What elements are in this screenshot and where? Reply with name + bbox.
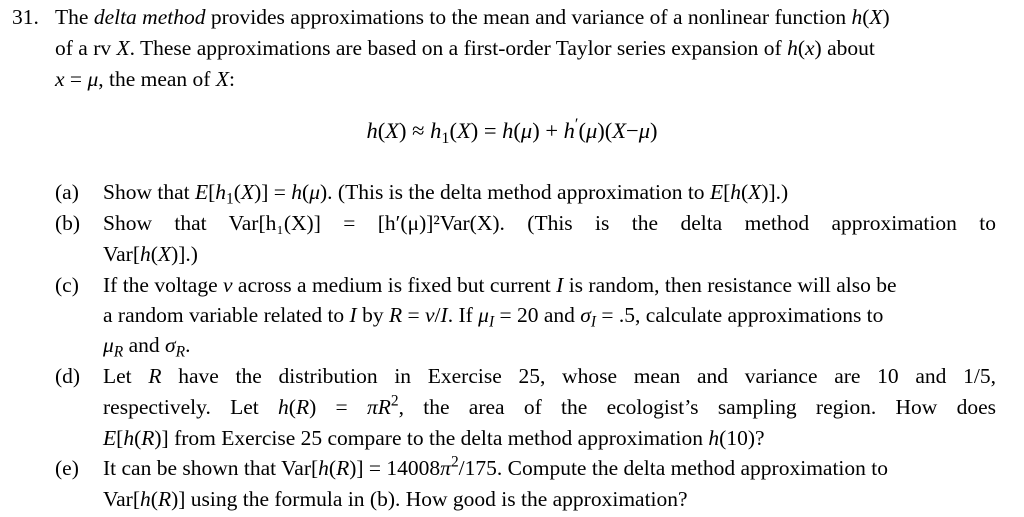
intro-line-1 bbox=[55, 2, 890, 33]
math-symbol: h bbox=[563, 118, 575, 143]
math-symbol: h bbox=[787, 36, 798, 60]
math-symbol: ( bbox=[233, 180, 241, 204]
math-symbol: v bbox=[223, 273, 233, 297]
part-text: Let bbox=[103, 364, 149, 388]
math-symbol: h bbox=[215, 180, 227, 204]
math-symbol: R bbox=[141, 426, 155, 450]
math-symbol: 2 bbox=[450, 453, 459, 471]
part-e-line-2 bbox=[103, 484, 688, 515]
part-text: and bbox=[123, 333, 166, 357]
math-symbol: [ bbox=[116, 426, 124, 450]
math-symbol: E bbox=[194, 180, 209, 204]
part-c-line-2 bbox=[103, 300, 883, 331]
math-symbol: R bbox=[295, 395, 310, 419]
math-symbol: σ bbox=[580, 303, 591, 327]
math-symbol: h bbox=[502, 118, 514, 143]
part-text: = .5, calculate approximations to bbox=[596, 303, 884, 327]
part-a-text bbox=[103, 177, 788, 208]
part-text: (10)? bbox=[719, 426, 765, 450]
math-symbol: μ bbox=[478, 303, 489, 327]
math-symbol: v bbox=[425, 303, 435, 327]
math-symbol: R bbox=[157, 487, 172, 511]
math-symbol: μ bbox=[585, 118, 598, 143]
math-symbol: ( bbox=[328, 456, 337, 480]
part-d-label: (d) bbox=[55, 364, 81, 388]
math-symbol: h bbox=[123, 426, 135, 450]
math-symbol: h bbox=[140, 487, 151, 511]
part-text: Var[ bbox=[103, 487, 141, 511]
math-symbol: R bbox=[388, 303, 403, 327]
math-symbol: μ bbox=[638, 118, 650, 143]
math-symbol: ) bbox=[882, 5, 890, 29]
math-symbol: [ bbox=[208, 180, 216, 204]
math-symbol: ) = bbox=[309, 395, 367, 419]
math-symbol: h bbox=[318, 456, 329, 480]
intro-line-2 bbox=[55, 33, 875, 64]
math-symbol: ( bbox=[134, 426, 142, 450]
part-text: )] = 14008 bbox=[349, 456, 441, 480]
math-symbol: X bbox=[869, 5, 883, 29]
math-symbol: X bbox=[612, 118, 626, 143]
math-symbol: X bbox=[456, 118, 471, 143]
math-symbol: E bbox=[709, 180, 724, 204]
math-symbol: X bbox=[240, 180, 255, 204]
part-text: respectively. Let bbox=[103, 395, 279, 419]
math-symbol: h bbox=[278, 395, 289, 419]
part-b-line-2 bbox=[103, 239, 198, 270]
math-symbol: − bbox=[626, 118, 639, 143]
part-text: )].) bbox=[761, 180, 789, 204]
math-symbol: ( bbox=[150, 487, 158, 511]
part-text: If the voltage bbox=[103, 273, 223, 297]
math-symbol: + bbox=[539, 118, 564, 143]
math-symbol: h bbox=[140, 242, 151, 266]
part-c-line-3 bbox=[103, 330, 190, 361]
part-text: a random variable related to bbox=[103, 303, 350, 327]
part-text: Var[ bbox=[103, 242, 141, 266]
intro-text: of a rv bbox=[55, 36, 117, 60]
math-symbol: ( bbox=[150, 242, 158, 266]
math-symbol: ( bbox=[741, 180, 749, 204]
part-b-label: (b) bbox=[55, 211, 81, 235]
part-text: )] from Exercise 25 compare to the delta method approximation bbox=[154, 426, 709, 450]
part-text: /175. Compute the delta method approximation to bbox=[458, 456, 888, 480]
part-text: ). (This is the delta method approximation to bbox=[320, 180, 710, 204]
math-symbol: μ bbox=[87, 67, 99, 91]
part-e-label: (e) bbox=[55, 456, 79, 480]
math-symbol: X bbox=[385, 118, 399, 143]
math-symbol: x bbox=[55, 67, 65, 91]
math-symbol: X bbox=[157, 242, 172, 266]
math-symbol: X bbox=[748, 180, 762, 204]
intro-text: . These approximations are based on a first-order Taylor series expansion of bbox=[129, 36, 788, 60]
math-symbol: σ bbox=[165, 333, 176, 357]
math-symbol: R bbox=[113, 343, 124, 361]
math-symbol: h bbox=[291, 180, 303, 204]
math-symbol: h bbox=[851, 5, 863, 29]
part-a-label: (a) bbox=[55, 180, 79, 204]
math-symbol: X bbox=[215, 67, 229, 91]
problem-number: 31. bbox=[12, 5, 39, 29]
intro-text: provides approximations to the mean and variance of a nonlinear function bbox=[205, 5, 852, 29]
math-symbol: h bbox=[430, 118, 442, 143]
intro-text: : bbox=[229, 67, 235, 91]
math-symbol: / bbox=[434, 303, 441, 327]
part-text: , the area of the ecologist’s sampling region. How does bbox=[398, 395, 996, 419]
part-b-line-1: Show that Var[h₁(X)] = [h′(μ)]²Var(X). (This is the delta method approximation to bbox=[103, 211, 996, 235]
part-d-line-3 bbox=[103, 423, 765, 454]
part-c-label: (c) bbox=[55, 273, 79, 297]
part-text: . If bbox=[447, 303, 479, 327]
math-symbol: = bbox=[402, 303, 425, 327]
math-symbol: )] = bbox=[254, 180, 292, 204]
part-text: across a medium is fixed but current bbox=[232, 273, 557, 297]
math-symbol: 1 bbox=[441, 128, 450, 147]
intro-line-3 bbox=[55, 64, 235, 95]
math-symbol: h bbox=[708, 426, 720, 450]
math-symbol: h bbox=[366, 118, 378, 143]
math-symbol: ( bbox=[302, 180, 310, 204]
math-symbol: μ bbox=[520, 118, 533, 143]
part-d-line-2 bbox=[103, 392, 996, 423]
part-text: have the distribution in Exercise 25, whose mean and variance are 10 and 1/5, bbox=[161, 364, 996, 388]
part-text: = 20 and bbox=[494, 303, 581, 327]
part-c-line-1 bbox=[103, 270, 897, 301]
part-text: by bbox=[356, 303, 389, 327]
math-symbol: I bbox=[349, 303, 357, 327]
math-symbol: ( bbox=[797, 36, 805, 60]
math-symbol: πR bbox=[366, 395, 391, 419]
math-symbol: π bbox=[440, 456, 451, 480]
math-symbol: X bbox=[116, 36, 130, 60]
math-symbol: = bbox=[64, 67, 88, 91]
math-symbol: ′ bbox=[574, 115, 579, 134]
intro-text: , the mean of bbox=[98, 67, 216, 91]
math-symbol: [ bbox=[723, 180, 731, 204]
math-symbol: R bbox=[175, 343, 186, 361]
math-symbol: x bbox=[805, 36, 815, 60]
math-symbol: h bbox=[730, 180, 741, 204]
part-text: It can be shown that Var[ bbox=[103, 456, 319, 480]
math-symbol: 2 bbox=[390, 392, 399, 410]
part-text: Show that bbox=[103, 180, 195, 204]
intro-text: ) about bbox=[814, 36, 875, 60]
taylor-equation: $h(X) \approx h_1(X) = h(\mu) + h'(\mu)(X-\mu)$ bbox=[366, 115, 658, 147]
math-symbol: = bbox=[478, 118, 503, 143]
math-symbol: μ bbox=[309, 180, 321, 204]
math-symbol: I bbox=[488, 313, 495, 331]
math-symbol: ( bbox=[862, 5, 870, 29]
math-symbol: ( bbox=[288, 395, 296, 419]
math-symbol: R bbox=[336, 456, 350, 480]
intro-text: The bbox=[55, 5, 94, 29]
math-symbol: R bbox=[148, 364, 162, 388]
math-symbol: E bbox=[103, 426, 117, 450]
math-symbol: I bbox=[556, 273, 564, 297]
part-e-line-1 bbox=[103, 453, 888, 484]
math-symbol: ≈ bbox=[406, 118, 431, 143]
part-text: )].) bbox=[171, 242, 198, 266]
part-text: . bbox=[185, 333, 191, 357]
part-d-line-1 bbox=[103, 361, 996, 392]
math-symbol: I bbox=[590, 313, 597, 331]
part-text: is random, then resistance will also be bbox=[563, 273, 897, 297]
math-symbol: 1 bbox=[226, 190, 234, 208]
delta-method-term: delta method bbox=[93, 5, 206, 29]
math-symbol: I bbox=[440, 303, 448, 327]
part-text: )] using the formula in (b). How good is the approximation? bbox=[171, 487, 688, 511]
math-symbol: μ bbox=[103, 333, 114, 357]
